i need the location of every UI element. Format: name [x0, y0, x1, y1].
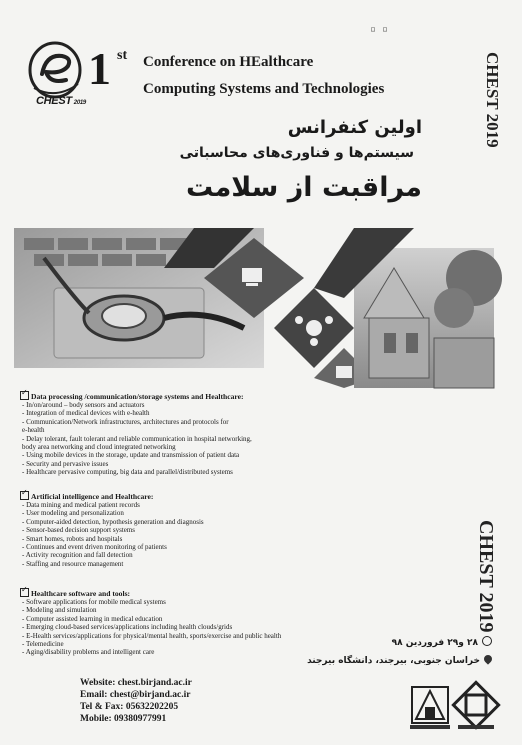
- side-label-top-text: CHEST 2019: [483, 52, 502, 148]
- list-item: - User modeling and personalization: [22, 509, 124, 518]
- checkbox-icon: [20, 491, 29, 500]
- list-item: - Data mining and medical patient records: [22, 501, 140, 509]
- list-item: - In/on/around – body sensors and actuators: [22, 401, 145, 409]
- edition-number: 1: [88, 43, 111, 94]
- logo-year-text: 2019: [73, 100, 86, 106]
- location-pin-icon: [482, 653, 493, 664]
- university-building-image: [354, 248, 502, 388]
- contact-block: [80, 677, 192, 725]
- list-item: body area networking and cloud integrated networking: [22, 443, 176, 452]
- checkbox-icon: [20, 391, 29, 400]
- contact-email[interactable]: Email: chest@birjand.ac.ir: [80, 690, 191, 700]
- topic-list-data-processing: [22, 401, 252, 477]
- list-item: - Telemedicine: [22, 640, 64, 649]
- list-item: - Computer assisted learning in medical education: [22, 614, 163, 623]
- contact-mobile: Mobile: 09380977991: [80, 714, 167, 724]
- list-item: - Software applications for mobile medical systems: [22, 598, 166, 606]
- topic-heading-ai: [20, 491, 153, 501]
- scan-marks: ▫ ▫: [370, 24, 389, 35]
- side-label-middle: [452, 520, 497, 633]
- list-item: - Modeling and simulation: [22, 606, 97, 615]
- topic-list-software: [22, 598, 281, 657]
- clock-icon: [482, 636, 492, 646]
- topic-heading-data-processing: [20, 391, 244, 401]
- list-item: - Healthcare pervasive computing, big data and parallel/distributed systems: [22, 468, 233, 477]
- event-date-text: ۲۸ و۲۹ فروردین ۹۸: [391, 638, 478, 648]
- contact-telfax: Tel & Fax: 05632202205: [80, 702, 179, 712]
- list-item: - Sensor-based decision support systems: [22, 526, 136, 535]
- list-item: - Smart homes, robots and hospitals: [22, 534, 123, 543]
- conference-title-line2: Computing Systems and Technologies: [143, 81, 385, 97]
- list-item: - Aging/disability problems and intelligent care: [22, 648, 155, 657]
- photo-collage: [14, 228, 494, 388]
- list-item: - Computer-aided detection, hypothesis generation and diagnosis: [22, 517, 204, 526]
- side-label-middle-text: CHEST 2019: [475, 520, 497, 633]
- list-item: - Communication/Network infrastructures, architectures and protocols for: [22, 417, 229, 426]
- list-item: - Activity recognition and fall detection: [22, 551, 133, 560]
- list-item: - Emerging cloud-based services/applications including health clouds/grids: [22, 623, 233, 632]
- list-item: - Continues and event driven monitoring of patients: [22, 543, 167, 552]
- conference-title-line1: Conference on HEalthcare: [143, 54, 314, 70]
- contact-website[interactable]: Website: chest.birjand.ac.ir: [80, 678, 192, 688]
- topic-title: Artificial intelligence and Healthcare:: [31, 492, 154, 501]
- event-date: [392, 636, 492, 648]
- logo-wordmark: [36, 95, 86, 107]
- list-item: - Using mobile devices in the storage, update and transmission of patient data: [22, 451, 240, 460]
- persian-title-line2: سیستم‌ها و فناوری‌های محاسباتی: [179, 145, 414, 161]
- list-item: - E-Health services/applications for physical/mental health, sports/exercise and public health: [22, 631, 282, 640]
- edition-ordinal: st: [117, 48, 128, 63]
- persian-title-line1: اولین کنفرانس: [287, 117, 422, 138]
- side-label-top: [466, 52, 502, 172]
- chest-logo-icon: [26, 40, 84, 102]
- list-item: e-health: [22, 426, 45, 435]
- university-logos: [410, 683, 500, 735]
- list-item: - Security and pervasive issues: [22, 459, 109, 468]
- event-place-text: خراسان جنوبی، بیرجند، دانشگاه بیرجند: [307, 656, 480, 666]
- persian-title-line3: مراقبت از سلامت: [186, 172, 422, 203]
- topic-heading-software: [20, 588, 130, 598]
- university-logo-icon: [410, 687, 450, 729]
- knot-logo-icon: [453, 682, 498, 729]
- topic-title: Healthcare software and tools:: [31, 589, 131, 598]
- list-item: - Staffing and resource management: [22, 559, 124, 568]
- event-place: [307, 655, 492, 666]
- logo-brand-text: CHEST: [36, 95, 72, 107]
- topic-list-ai: [22, 501, 204, 568]
- topic-title: Data processing /communication/storage systems and Healthcare:: [31, 392, 244, 401]
- list-item: - Integration of medical devices with e-health: [22, 409, 150, 418]
- checkbox-icon: [20, 588, 29, 597]
- list-item: - Delay tolerant, fault tolerant and reliable communication in hospital networking,: [22, 434, 252, 443]
